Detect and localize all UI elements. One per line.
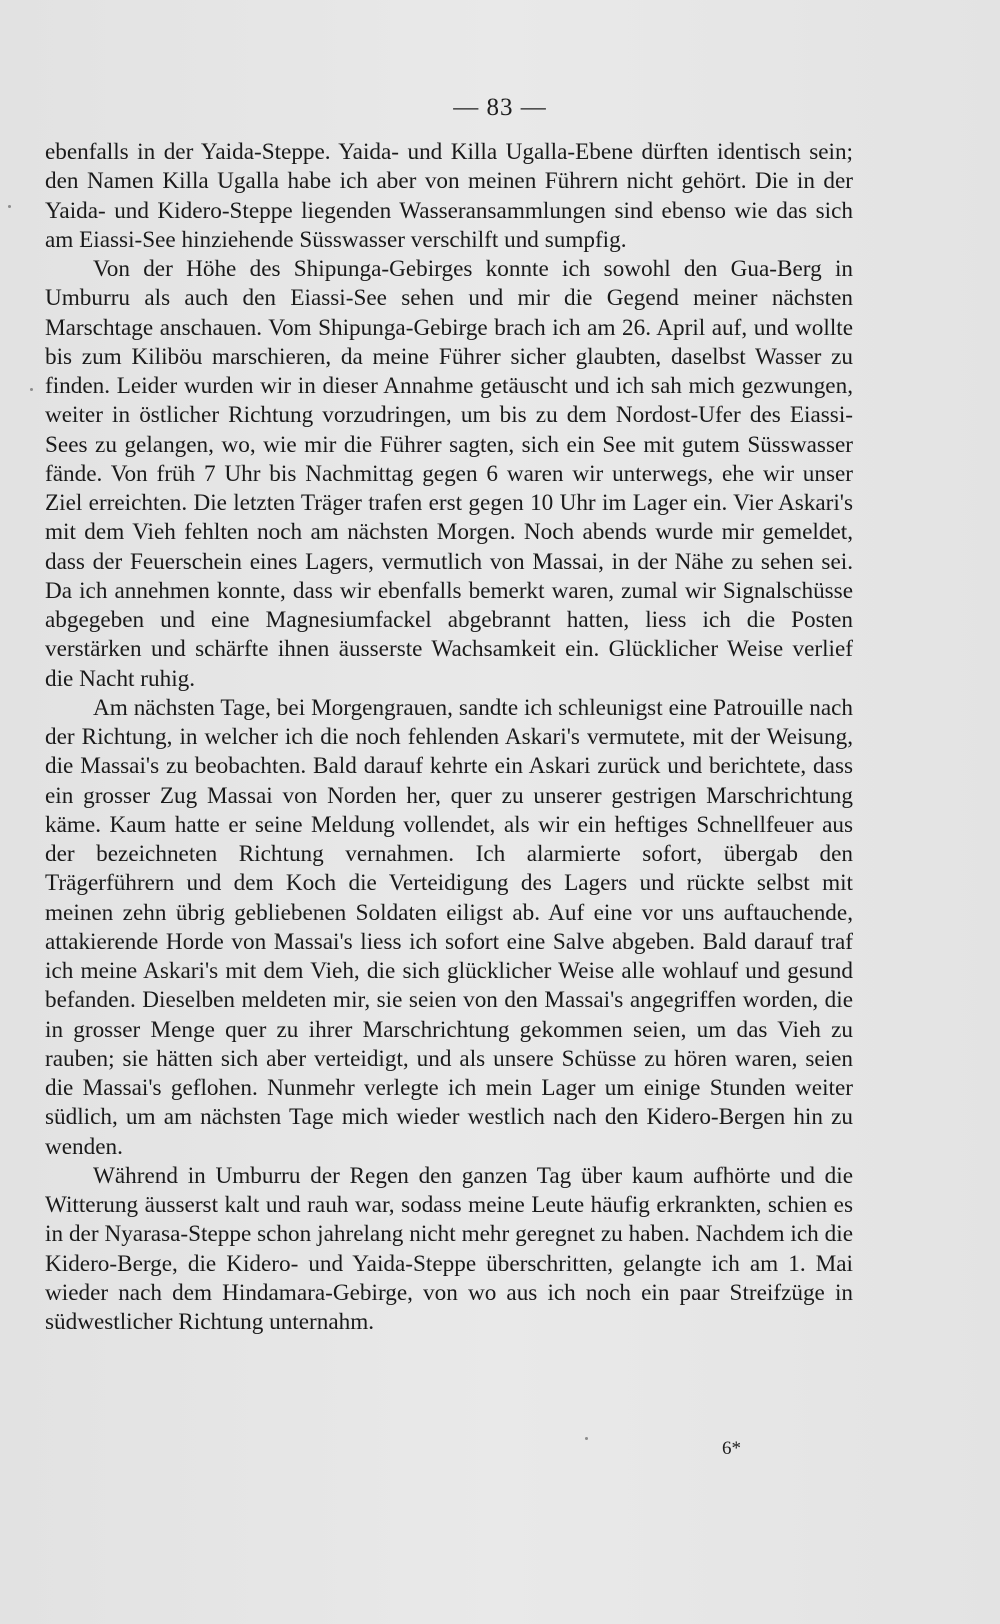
paper-speck (30, 388, 33, 391)
paper-speck (8, 205, 11, 208)
page-number: — 83 — (453, 94, 547, 121)
printer-signature-mark: 6* (722, 1438, 741, 1459)
body-text (45, 138, 853, 1337)
paragraph: Am nächsten Tage, bei Morgengrauen, sandte ich schleunigst eine Patrouille nach der Richtung, in welcher ich die noch fehlenden Askari's vermutete, mit der Weisung, die Massai's zu beobachten. Bald darauf kehrte ein Askari zurück und berichtete, dass ein grosser Zug Massai von Norden her, quer zu unserer gestrigen Marschrichtung käme. Kaum hatte er seine Meldung vollendet, als wir ein heftiges Schnellfeuer aus der bezeichneten Richtung vernahmen. Ich alarmierte sofort, übergab den Trägerführern und dem Koch die Verteidigung des Lagers und rückte selbst mit meinen zehn übrig gebliebenen Soldaten eiligst ab. Auf eine vor uns auftauchende, attakierende Horde von Massai's liess ich sofort eine Salve abgeben. Bald darauf traf ich meine Askari's mit dem Vieh, die sich glücklicher Weise alle wohlauf und gesund befanden. Dieselben meldeten mir, sie seien von den Massai's angegriffen worden, die in grosser Menge quer zu ihrer Marschrichtung gekommen seien, um das Vieh zu rauben; sie hätten sich aber verteidigt, und als unsere Schüsse zu hören waren, seien die Massai's geflohen. Nunmehr verlegte ich mein Lager um einige Stunden weiter südlich, um am nächsten Tage mich wieder westlich nach den Kidero-Bergen hin zu wenden. (45, 694, 853, 1160)
paragraph: Von der Höhe des Shipunga-Gebirges konnte ich sowohl den Gua-Berg in Umburru als auch den Eiassi-See sehen und mir die Gegend meiner nächsten Marschtage anschauen. Vom Shipunga-Gebirge brach ich am 26. April auf, und wollte bis zum Kiliböu marschieren, da meine Führer sicher glaubten, daselbst Wasser zu finden. Leider wurden wir in dieser Annahme getäuscht und ich sah mich gezwungen, weiter in östlicher Richtung vorzudringen, um bis zu dem Nordost-Ufer des Eiassi-Sees zu gelangen, wo, wie mir die Führer sagten, sich ein See mit gutem Süsswasser fände. Von früh 7 Uhr bis Nachmittag gegen 6 waren wir unterwegs, ehe wir unser Ziel erreichten. Die letzten Träger trafen erst gegen 10 Uhr im Lager ein. Vier Askari's mit dem Vieh fehlten noch am nächsten Morgen. Noch abends wurde mir gemeldet, dass der Feuerschein eines Lagers, vermutlich von Massai, in der Nähe zu sehen sei. Da ich annehmen konnte, dass wir ebenfalls bemerkt waren, zumal wir Signalschüsse abgegeben und eine Magnesiumfackel abgebrannt hatten, liess ich die Posten verstärken und schärfte ihnen äusserste Wachsamkeit ein. Glücklicher Weise verlief die Nacht ruhig. (45, 256, 853, 692)
paragraph: Während in Umburru der Regen den ganzen Tag über kaum aufhörte und die Witterung äusserst kalt und rauh war, sodass meine Leute häufig erkrankten, schien es in der Nyarasa-Steppe schon jahrelang nicht mehr geregnet zu haben. Nachdem ich die Kidero-Berge, die Kidero- und Yaida-Steppe überschritten, gelangte ich am 1. Mai wieder nach dem Hindamara-Gebirge, von wo aus ich noch ein paar Streifzüge in südwestlicher Richtung unternahm. (45, 1162, 853, 1335)
paper-speck (585, 1437, 588, 1440)
paragraph: ebenfalls in der Yaida-Steppe. Yaida- und Killa Ugalla-Ebene dürften identisch sein; den Namen Killa Ugalla habe ich aber von meinen Führern nicht gehört. Die in der Yaida- und Kidero-Steppe liegenden Wasseransammlungen sind ebenso wie das sich am Eiassi-See hinziehende Süsswasser verschilft und sumpfig. (45, 139, 853, 253)
